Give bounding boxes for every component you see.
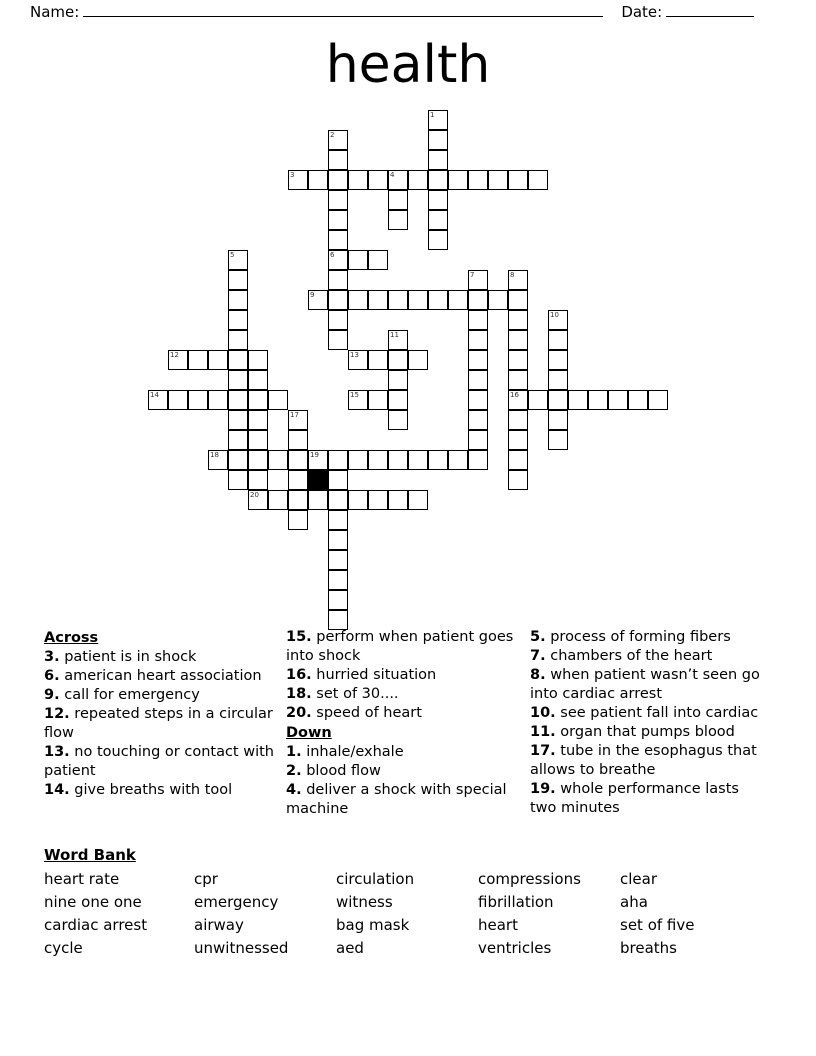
grid-cell[interactable] (388, 350, 408, 370)
grid-cell[interactable] (248, 410, 268, 430)
grid-cell[interactable] (368, 390, 388, 410)
grid-cell[interactable] (248, 350, 268, 370)
grid-cell-number: 6 (330, 251, 335, 259)
grid-cell[interactable] (548, 410, 568, 430)
grid-cell-blocked (308, 470, 328, 490)
clue-number: 19. (530, 781, 556, 797)
clue-item (286, 781, 522, 819)
clue-item (286, 762, 522, 781)
grid-cell[interactable] (528, 170, 548, 190)
clue-text: patient is in shock (59, 649, 197, 665)
grid-cell[interactable] (508, 270, 528, 290)
grid-cell[interactable] (308, 290, 328, 310)
grid-cell[interactable] (488, 170, 508, 190)
grid-cell[interactable] (328, 590, 348, 610)
grid-cell[interactable] (508, 290, 528, 310)
grid-cell[interactable] (388, 190, 408, 210)
grid-cell[interactable] (508, 350, 528, 370)
grid-cell[interactable] (228, 350, 248, 370)
word-bank-column (620, 868, 760, 960)
clue-text: whole performance lasts two minutes (530, 781, 739, 816)
grid-cell[interactable] (288, 430, 308, 450)
clue-text: no touching or contact with patient (44, 744, 274, 779)
grid-cell[interactable] (228, 330, 248, 350)
grid-cell[interactable] (168, 390, 188, 410)
grid-cell[interactable] (328, 550, 348, 570)
grid-cell[interactable] (328, 170, 348, 190)
clue-number: 7. (530, 648, 546, 664)
grid-cell[interactable] (148, 390, 168, 410)
word-bank-column (478, 868, 620, 960)
clue-item (44, 686, 278, 705)
grid-cell[interactable] (328, 230, 348, 250)
grid-cell[interactable] (448, 450, 468, 470)
grid-cell[interactable] (228, 290, 248, 310)
grid-cell[interactable] (468, 270, 488, 290)
clue-text: set of 30.... (311, 686, 399, 702)
grid-cell-number: 11 (390, 331, 399, 339)
clue-text: chambers of the heart (545, 648, 713, 664)
clue-number: 6. (44, 668, 60, 684)
clues-column-1 (44, 628, 286, 800)
word-bank-item[interactable]: heart (478, 916, 518, 934)
grid-cell[interactable] (188, 350, 208, 370)
grid-cell[interactable] (228, 250, 248, 270)
clue-text: repeated steps in a circular flow (44, 706, 273, 741)
clue-text: deliver a shock with special machine (286, 782, 507, 817)
word-bank-column (194, 868, 336, 960)
grid-cell[interactable] (328, 270, 348, 290)
clue-text: inhale/exhale (301, 744, 404, 760)
date-blank-line[interactable] (666, 2, 754, 17)
grid-cell[interactable] (328, 150, 348, 170)
clue-item (286, 704, 522, 723)
grid-cell[interactable] (548, 350, 568, 370)
grid-cell[interactable] (208, 350, 228, 370)
grid-cell[interactable] (348, 170, 368, 190)
clue-number: 8. (530, 667, 546, 683)
grid-cell-number: 13 (350, 351, 359, 359)
grid-cell[interactable] (588, 390, 608, 410)
clue-item (44, 648, 278, 667)
grid-cell[interactable] (368, 250, 388, 270)
word-bank-item[interactable]: heart rate (44, 870, 120, 888)
clue-text: when patient wasn’t seen go into cardiac arrest (530, 667, 760, 702)
clue-text: give breaths with tool (69, 782, 233, 798)
clue-item (530, 723, 764, 742)
clue-text: american heart association (59, 668, 262, 684)
grid-cell[interactable] (288, 450, 308, 470)
grid-cell[interactable] (508, 450, 528, 470)
clue-text: perform when patient goes into shock (286, 629, 514, 664)
grid-cell[interactable] (328, 330, 348, 350)
clue-number: 17. (530, 743, 556, 759)
grid-cell[interactable] (248, 450, 268, 470)
word-bank-section (44, 845, 784, 960)
word-bank-item[interactable]: unwitnessed (194, 939, 289, 957)
word-bank-heading: Word Bank (44, 846, 136, 864)
clue-text: see patient fall into cardiac (555, 705, 759, 721)
grid-cell[interactable] (248, 470, 268, 490)
word-bank-item[interactable]: compressions (478, 870, 581, 888)
grid-cell[interactable] (328, 490, 348, 510)
clue-number: 18. (286, 686, 312, 702)
grid-cell[interactable] (468, 290, 488, 310)
grid-cell[interactable] (388, 390, 408, 410)
grid-cell[interactable] (388, 170, 408, 190)
word-bank-item[interactable]: cardiac arrest (44, 916, 148, 934)
grid-cell[interactable] (268, 490, 288, 510)
grid-cell[interactable] (428, 210, 448, 230)
grid-cell[interactable] (648, 390, 668, 410)
grid-cell[interactable] (508, 330, 528, 350)
clue-item (530, 647, 764, 666)
grid-cell[interactable] (508, 310, 528, 330)
word-bank-item[interactable]: witness (336, 893, 393, 911)
grid-cell-number: 3 (290, 171, 295, 179)
clue-item (530, 742, 764, 780)
word-bank-item[interactable]: airway (194, 916, 244, 934)
clue-item (44, 743, 278, 781)
clue-item (286, 628, 522, 666)
header (0, 0, 816, 30)
grid-cell[interactable] (348, 250, 368, 270)
grid-cell[interactable] (248, 390, 268, 410)
grid-cell-number: 9 (310, 291, 315, 299)
grid-cell[interactable] (388, 410, 408, 430)
clues-column-2 (286, 628, 530, 819)
name-blank-line[interactable] (83, 2, 603, 17)
grid-cell[interactable] (308, 490, 328, 510)
grid-cell[interactable] (348, 290, 368, 310)
grid-cell[interactable] (388, 330, 408, 350)
grid-cell[interactable] (468, 350, 488, 370)
grid-cell[interactable] (428, 290, 448, 310)
grid-cell[interactable] (468, 410, 488, 430)
grid-cell-number: 7 (470, 271, 475, 279)
word-bank-item[interactable]: bag mask (336, 916, 410, 934)
grid-cell[interactable] (248, 490, 268, 510)
clue-number: 4. (286, 782, 302, 798)
grid-cell[interactable] (208, 450, 228, 470)
word-bank-item[interactable]: set of five (620, 916, 695, 934)
grid-cell-number: 20 (250, 491, 259, 499)
grid-cell[interactable] (208, 390, 228, 410)
grid-cell[interactable] (288, 170, 308, 190)
grid-cell-number: 4 (390, 171, 395, 179)
grid-cell[interactable] (288, 490, 308, 510)
name-label: Name: (30, 3, 80, 21)
grid-cell[interactable] (268, 450, 288, 470)
clues-column-3 (530, 628, 772, 818)
clue-item (286, 666, 522, 685)
clue-number: 20. (286, 705, 312, 721)
date-group (621, 2, 754, 22)
grid-cell[interactable] (228, 410, 248, 430)
grid-cell[interactable] (328, 190, 348, 210)
word-bank-item[interactable]: aed (336, 939, 364, 957)
grid-cell[interactable] (428, 190, 448, 210)
grid-cell[interactable] (628, 390, 648, 410)
crossword-grid[interactable] (148, 110, 668, 630)
clue-number: 15. (286, 629, 312, 645)
grid-cell[interactable] (368, 290, 388, 310)
clue-text: organ that pumps blood (555, 724, 735, 740)
grid-cell-number: 15 (350, 391, 359, 399)
grid-cell[interactable] (188, 390, 208, 410)
word-bank-column (336, 868, 478, 960)
grid-cell-number: 12 (170, 351, 179, 359)
word-bank-item[interactable]: cycle (44, 939, 83, 957)
grid-cell[interactable] (328, 470, 348, 490)
clue-item (286, 685, 522, 704)
grid-cell[interactable] (428, 230, 448, 250)
grid-cell-number: 17 (290, 411, 299, 419)
clue-item (44, 705, 278, 743)
grid-cell[interactable] (488, 290, 508, 310)
grid-cell[interactable] (368, 350, 388, 370)
grid-cell[interactable] (408, 490, 428, 510)
across-heading: Across (44, 630, 99, 646)
grid-cell[interactable] (408, 450, 428, 470)
grid-cell[interactable] (328, 610, 348, 630)
grid-cell-number: 8 (510, 271, 515, 279)
grid-cell[interactable] (548, 430, 568, 450)
grid-cell[interactable] (328, 290, 348, 310)
grid-cell[interactable] (428, 170, 448, 190)
grid-cell[interactable] (468, 330, 488, 350)
grid-cell[interactable] (368, 450, 388, 470)
grid-cell[interactable] (328, 130, 348, 150)
grid-cell[interactable] (468, 430, 488, 450)
clue-text: tube in the esophagus that allows to breathe (530, 743, 757, 778)
clue-number: 10. (530, 705, 556, 721)
grid-cell[interactable] (428, 150, 448, 170)
word-bank-item[interactable]: clear (620, 870, 658, 888)
clue-item (44, 781, 278, 800)
date-label: Date: (621, 3, 663, 21)
clue-number: 12. (44, 706, 70, 722)
grid-cell[interactable] (328, 510, 348, 530)
grid-cell-number: 5 (230, 251, 235, 259)
down-heading: Down (286, 725, 332, 741)
grid-cell[interactable] (608, 390, 628, 410)
clue-text: process of forming fibers (545, 629, 731, 645)
clue-text: speed of heart (311, 705, 422, 721)
word-bank-item[interactable]: fibrillation (478, 893, 554, 911)
grid-cell[interactable] (228, 270, 248, 290)
clue-text: call for emergency (59, 687, 200, 703)
word-bank-item[interactable]: ventricles (478, 939, 552, 957)
clue-number: 14. (44, 782, 70, 798)
grid-cell[interactable] (308, 450, 328, 470)
grid-cell[interactable] (508, 470, 528, 490)
grid-cell[interactable] (408, 170, 428, 190)
clue-number: 3. (44, 649, 60, 665)
clue-number: 11. (530, 724, 556, 740)
clue-number: 9. (44, 687, 60, 703)
grid-cell[interactable] (328, 250, 348, 270)
grid-cell[interactable] (328, 310, 348, 330)
grid-cell[interactable] (388, 490, 408, 510)
grid-cell[interactable] (448, 170, 468, 190)
clue-item (530, 780, 764, 818)
grid-cell[interactable] (468, 390, 488, 410)
clue-number: 5. (530, 629, 546, 645)
grid-cell[interactable] (368, 170, 388, 190)
grid-cell[interactable] (328, 210, 348, 230)
grid-cell[interactable] (228, 430, 248, 450)
grid-cell-number: 10 (550, 311, 559, 319)
page-title: health (325, 35, 491, 95)
clue-item (530, 628, 764, 647)
clue-number: 13. (44, 744, 70, 760)
grid-cell[interactable] (228, 390, 248, 410)
word-bank-item[interactable]: emergency (194, 893, 279, 911)
grid-cell[interactable] (408, 350, 428, 370)
grid-cell[interactable] (448, 290, 468, 310)
grid-cell-number: 1 (430, 111, 435, 119)
word-bank-column (44, 868, 194, 960)
grid-cell-number: 19 (310, 451, 319, 459)
word-bank-item[interactable]: circulation (336, 870, 415, 888)
grid-cell[interactable] (508, 390, 528, 410)
grid-cell[interactable] (328, 450, 348, 470)
grid-cell[interactable] (508, 370, 528, 390)
grid-cell[interactable] (548, 330, 568, 350)
clue-item (44, 667, 278, 686)
clue-item (530, 704, 764, 723)
grid-cell[interactable] (548, 390, 568, 410)
grid-cell[interactable] (508, 430, 528, 450)
word-bank-item[interactable]: breaths (620, 939, 677, 957)
grid-cell[interactable] (568, 390, 588, 410)
grid-cell[interactable] (248, 370, 268, 390)
grid-cell[interactable] (248, 430, 268, 450)
grid-cell-number: 2 (330, 131, 335, 139)
grid-cell[interactable] (328, 530, 348, 550)
grid-cell[interactable] (268, 390, 288, 410)
grid-cell[interactable] (368, 490, 388, 510)
clue-number: 2. (286, 763, 302, 779)
clues-section (44, 628, 772, 819)
grid-cell-number: 14 (150, 391, 159, 399)
grid-cell[interactable] (408, 290, 428, 310)
grid-cell[interactable] (428, 110, 448, 130)
grid-cell[interactable] (228, 470, 248, 490)
grid-cell-number: 18 (210, 451, 219, 459)
grid-cell[interactable] (388, 210, 408, 230)
word-bank-item[interactable]: aha (620, 893, 648, 911)
grid-cell[interactable] (288, 470, 308, 490)
word-bank-item[interactable]: nine one one (44, 893, 142, 911)
grid-cell[interactable] (548, 370, 568, 390)
grid-cell[interactable] (288, 410, 308, 430)
grid-cell[interactable] (468, 170, 488, 190)
grid-cell[interactable] (328, 570, 348, 590)
clue-item (286, 743, 522, 762)
grid-cell[interactable] (348, 390, 368, 410)
grid-cell[interactable] (288, 510, 308, 530)
grid-cell[interactable] (468, 310, 488, 330)
grid-cell[interactable] (428, 450, 448, 470)
grid-cell[interactable] (228, 450, 248, 470)
grid-cell[interactable] (228, 310, 248, 330)
grid-cell[interactable] (508, 410, 528, 430)
clue-item (530, 666, 764, 704)
grid-cell[interactable] (508, 170, 528, 190)
grid-cell-number: 16 (510, 391, 519, 399)
grid-cell[interactable] (468, 450, 488, 470)
grid-cell[interactable] (388, 370, 408, 390)
word-bank-item[interactable]: cpr (194, 870, 218, 888)
grid-cell[interactable] (548, 310, 568, 330)
grid-cell[interactable] (468, 370, 488, 390)
grid-cell[interactable] (348, 490, 368, 510)
grid-cell[interactable] (388, 450, 408, 470)
grid-cell[interactable] (528, 390, 548, 410)
word-bank-grid (44, 868, 784, 960)
clue-text: hurried situation (311, 667, 437, 683)
clue-text: blood flow (301, 763, 381, 779)
grid-cell[interactable] (348, 350, 368, 370)
grid-cell[interactable] (388, 290, 408, 310)
clue-number: 16. (286, 667, 312, 683)
grid-cell[interactable] (228, 370, 248, 390)
clue-number: 1. (286, 744, 302, 760)
grid-cell[interactable] (168, 350, 188, 370)
grid-cell[interactable] (308, 170, 328, 190)
grid-cell[interactable] (348, 450, 368, 470)
grid-cell[interactable] (428, 130, 448, 150)
